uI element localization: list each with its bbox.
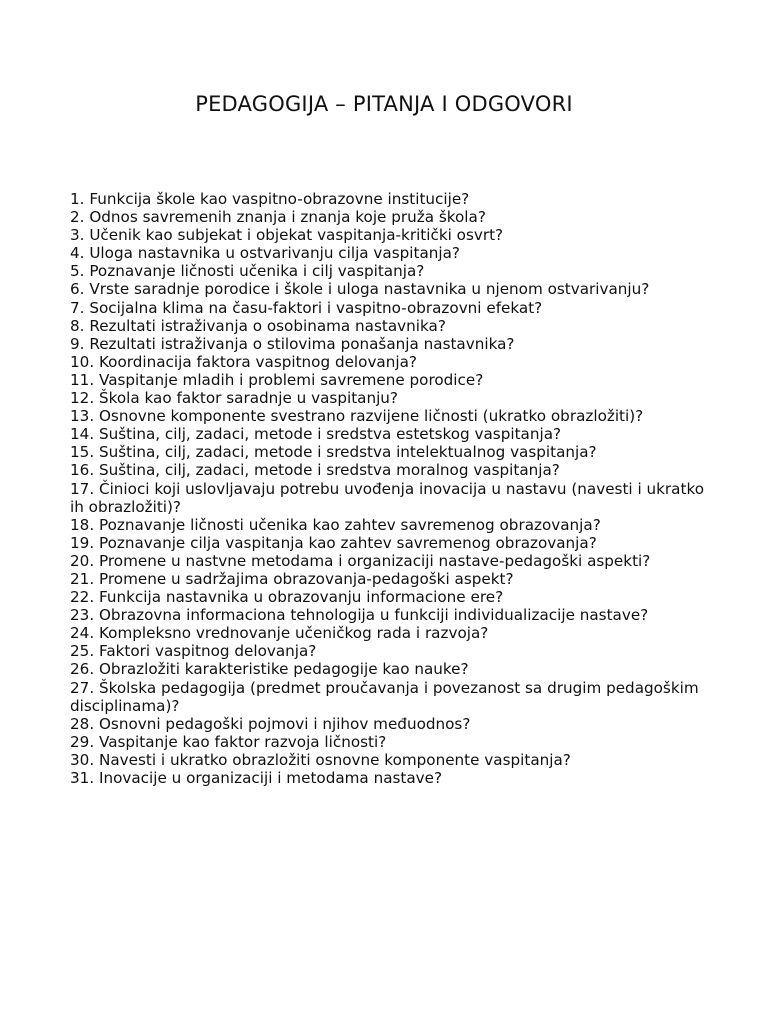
question-item: 16. Suština, cilj, zadaci, metode i sredstva moralnog vaspitanja? — [70, 461, 560, 480]
question-item: 11. Vaspitanje mladih i problemi savremene porodice? — [70, 370, 484, 389]
question-list — [70, 190, 710, 787]
question-item: 27. Školska pedagogija (predmet proučavanja i povezanost sa drugim pedagoškim disciplinama)? — [70, 678, 699, 715]
question-item: 30. Navesti i ukratko obrazložiti osnovne komponente vaspitanja? — [70, 750, 571, 769]
question-item: 18. Poznavanje ličnosti učenika kao zahtev savremenog obrazovanja? — [70, 515, 601, 534]
question-item: 4. Uloga nastavnika u ostvarivanju cilja vaspitanja? — [70, 244, 460, 263]
question-item: 26. Obrazložiti karakteristike pedagogije kao nauke? — [70, 660, 469, 679]
question-item: 31. Inovacije u organizaciji i metodama nastave? — [70, 769, 443, 787]
question-item: 13. Osnovne komponente svestrano razvijene ličnosti (ukratko obrazložiti)? — [70, 407, 644, 426]
question-item: 12. Škola kao faktor saradnje u vaspitanju? — [70, 389, 398, 408]
question-item: 5. Poznavanje ličnosti učenika i cilj vaspitanja? — [70, 262, 425, 281]
question-item: 6. Vrste saradnje porodice i škole i uloga nastavnika u njenom ostvarivanju? — [70, 280, 650, 299]
question-item: 2. Odnos savremenih znanja i znanja koje pruža škola? — [70, 208, 486, 227]
question-item: 24. Kompleksno vrednovanje učeničkog rada i razvoja? — [70, 624, 489, 643]
question-item: 19. Poznavanje cilja vaspitanja kao zahtev savremenog obrazovanja? — [70, 533, 597, 552]
question-item: 9. Rezultati istraživanja o stilovima ponašanja nastavnika? — [70, 334, 515, 353]
question-item: 17. Činioci koji uslovljavaju potrebu uvođenja inovacija u nastavu (navesti i ukratko ih obrazložiti)? — [70, 479, 704, 516]
question-item: 23. Obrazovna informaciona tehnologija u funkciji individualizacije nastave? — [70, 606, 649, 625]
question-item: 3. Učenik kao subjekat i objekat vaspitanja-kritički osvrt? — [70, 226, 504, 245]
question-item: 8. Rezultati istraživanja o osobinama nastavnika? — [70, 316, 446, 335]
page-title: PEDAGOGIJA – PITANJA I ODGOVORI — [195, 92, 573, 116]
question-item: 1. Funkcija škole kao vaspitno-obrazovne institucije? — [70, 190, 470, 208]
question-item: 7. Socijalna klima na času-faktori i vaspitno-obrazovni efekat? — [70, 298, 543, 317]
question-item: 10. Koordinacija faktora vaspitnog delovanja? — [70, 352, 417, 371]
question-item: 22. Funkcija nastavnika u obrazovanju informacione ere? — [70, 588, 504, 607]
question-item: 15. Suština, cilj, zadaci, metode i sredstva intelektualnog vaspitanja? — [70, 443, 597, 462]
question-item: 14. Suština, cilj, zadaci, metode i sredstva estetskog vaspitanja? — [70, 425, 562, 444]
question-item: 28. Osnovni pedagoški pojmovi i njihov međuodnos? — [70, 714, 471, 733]
question-item: 21. Promene u sadržajima obrazovanja-pedagoški aspekt? — [70, 569, 514, 588]
question-item: 20. Promene u nastvne metodama i organizaciji nastave-pedagoški aspekti? — [70, 551, 651, 570]
question-item: 29. Vaspitanje kao faktor razvoja ličnosti? — [70, 732, 387, 751]
question-item: 25. Faktori vaspitnog delovanja? — [70, 642, 317, 661]
